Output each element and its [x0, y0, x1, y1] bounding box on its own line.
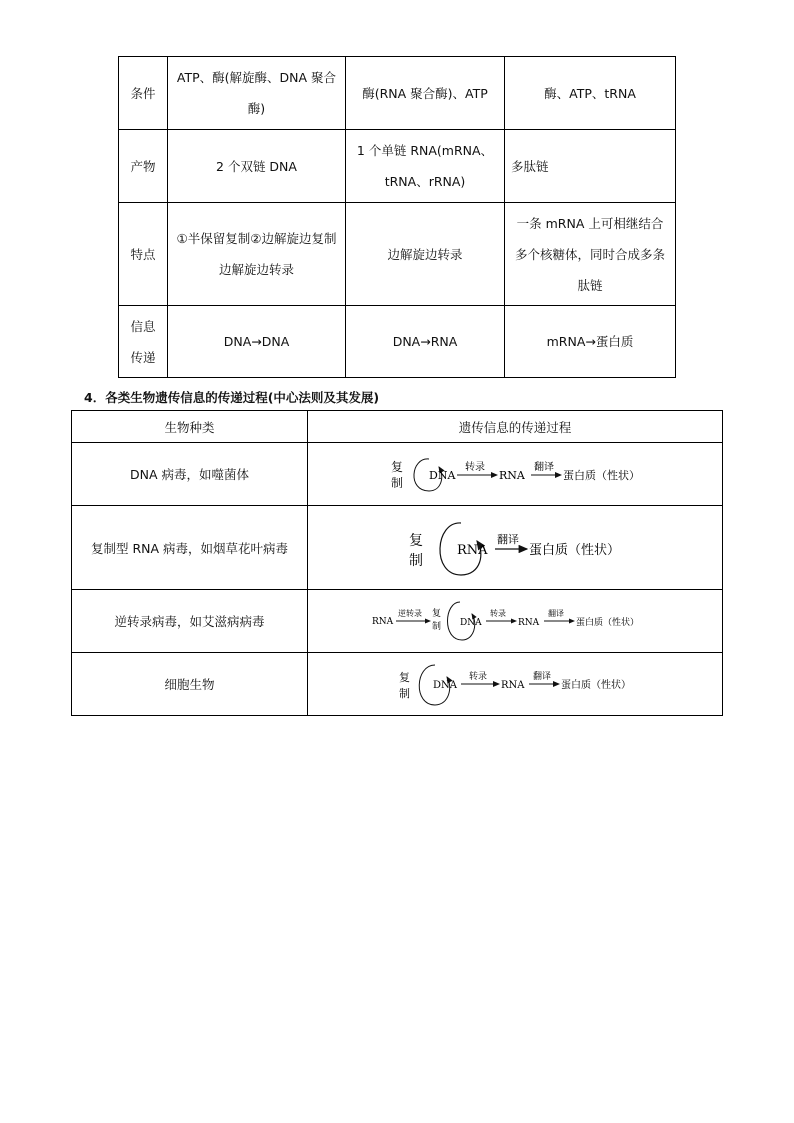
dna-virus-diagram [385, 447, 645, 501]
rna-label: RNA [501, 680, 525, 691]
table-row [72, 443, 723, 506]
reverse-transcription-label: 逆转录 [398, 609, 422, 618]
transcription-cell: 边解旋边转录 [346, 203, 505, 306]
replication-cell: ①半保留复制②边解旋边复制边解旋边转录 [168, 203, 346, 306]
replicate-label: 复 [399, 671, 410, 684]
replicate-label: 复 [409, 532, 423, 549]
rna-label: RNA [372, 617, 394, 627]
replicate-label: 复 [432, 609, 442, 619]
transcription-label: 转录 [465, 462, 485, 473]
table-row [119, 203, 676, 306]
section-heading: 4．各类生物遗传信息的传递过程(中心法则及其发展) [84, 390, 380, 405]
table-row [72, 653, 723, 716]
transfer-diagram-cell [308, 506, 723, 590]
replicate-label: 制 [432, 622, 442, 632]
organism-type: DNA 病毒，如噬菌体 [72, 443, 308, 506]
cellular-organism-diagram [395, 657, 635, 711]
dna-label: DNA [429, 469, 456, 482]
row-label: 信息传递 [119, 306, 168, 378]
replication-cell: ATP、酶(解旋酶、DNA 聚合酶) [168, 57, 346, 130]
transcription-cell: 酶(RNA 聚合酶)、ATP [346, 57, 505, 130]
table-row [72, 590, 723, 653]
row-label: 条件 [119, 57, 168, 130]
organism-type: 细胞生物 [72, 653, 308, 716]
header-transfer-process: 遗传信息的传递过程 [308, 411, 723, 443]
replication-cell: DNA→DNA [168, 306, 346, 378]
transfer-diagram-cell [308, 590, 723, 653]
transcription-cell: DNA→RNA [346, 306, 505, 378]
rna-label: RNA [518, 618, 540, 628]
protein-label: 蛋白质（性状） [561, 680, 631, 691]
transcription-label: 转录 [490, 609, 506, 618]
replicate-label: 制 [409, 552, 423, 569]
translation-cell: 一条 mRNA 上可相继结合多个核糖体，同时合成多条肽链 [505, 203, 676, 306]
rna-label: RNA [457, 542, 488, 558]
rna-virus-diagram [405, 513, 625, 583]
translation-cell: 多肽链 [505, 130, 676, 203]
row-label: 产物 [119, 130, 168, 203]
table-row [72, 506, 723, 590]
replicate-label: 复 [391, 460, 404, 474]
transcription-cell: 1 个单链 RNA(mRNA、tRNA、rRNA) [346, 130, 505, 203]
table-row [119, 57, 676, 130]
retrovirus-diagram [370, 594, 660, 648]
dna-label: DNA [433, 680, 457, 691]
row-label: 特点 [119, 203, 168, 306]
table-row [119, 306, 676, 378]
table-header-row [72, 411, 723, 443]
protein-label: 蛋白质（性状） [576, 618, 640, 628]
transfer-diagram-cell [308, 653, 723, 716]
organism-type: 复制型 RNA 病毒，如烟草花叶病毒 [72, 506, 308, 590]
organism-type: 逆转录病毒，如艾滋病病毒 [72, 590, 308, 653]
protein-label: 蛋白质（性状） [563, 469, 640, 482]
rna-label: RNA [499, 469, 525, 482]
replicate-label: 制 [391, 476, 404, 490]
translation-label: 翻译 [548, 609, 564, 618]
replication-cell: 2 个双链 DNA [168, 130, 346, 203]
translation-cell: mRNA→蛋白质 [505, 306, 676, 378]
translation-cell: 酶、ATP、tRNA [505, 57, 676, 130]
central-dogma-table [71, 410, 723, 716]
replicate-label: 制 [399, 687, 410, 700]
transcription-label: 转录 [469, 672, 488, 682]
process-comparison-table [118, 56, 676, 378]
translation-label: 翻译 [533, 672, 552, 682]
header-organism-type: 生物种类 [72, 411, 308, 443]
dna-label: DNA [460, 618, 482, 628]
transfer-diagram-cell [308, 443, 723, 506]
table-row [119, 130, 676, 203]
protein-label: 蛋白质（性状） [529, 542, 621, 558]
translation-label: 翻译 [497, 532, 519, 546]
translation-label: 翻译 [534, 462, 554, 473]
